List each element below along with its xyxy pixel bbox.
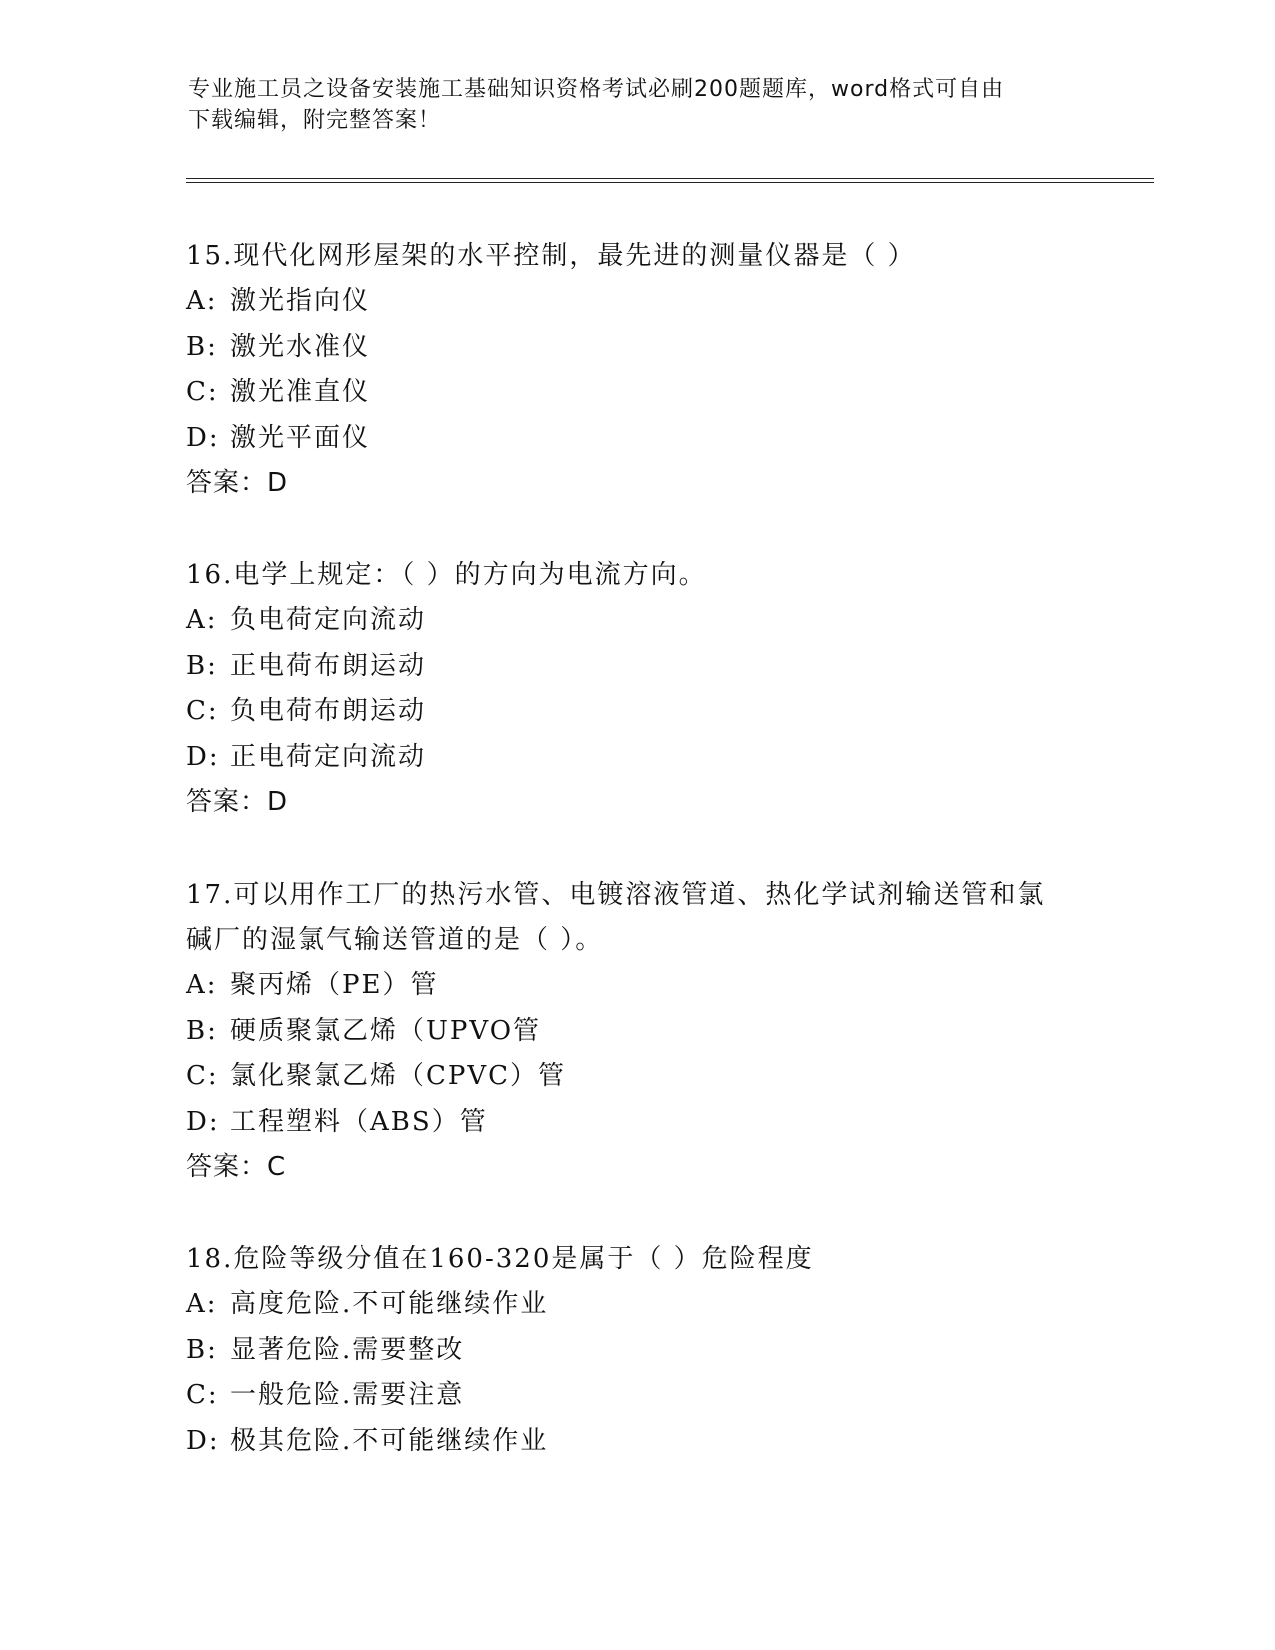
option-key: B: (186, 331, 218, 362)
option-text: 激光水准仪 (230, 331, 371, 362)
option-key: B: (186, 1015, 218, 1046)
question-stem: 15.现代化网形屋架的水平控制，最先进的测量仪器是（ ） (186, 241, 916, 271)
option-d (186, 1100, 1086, 1146)
question-stem-line-1: 17.可以用作工厂的热污水管、电镀溶液管道、热化学试剂输送管和氯 (186, 880, 1046, 910)
option-b (186, 1328, 1086, 1374)
answer-line: 答案：C (186, 1152, 287, 1182)
option-text: 显著危险.需要整改 (230, 1334, 465, 1365)
option-key: D: (186, 422, 220, 453)
option-key: C: (186, 696, 219, 726)
option-key: A: (186, 605, 218, 635)
option-b (186, 325, 1086, 371)
option-a (186, 963, 1086, 1009)
option-c (186, 1373, 1086, 1419)
option-text: 一般危险.需要注意 (230, 1380, 465, 1410)
option-key: D: (186, 1425, 220, 1456)
option-c (186, 370, 1086, 416)
option-text: 聚丙烯（PE）管 (230, 970, 439, 1000)
question-stem: 16.电学上规定：（ ）的方向为电流方向。 (186, 560, 707, 590)
option-text: 负电荷布朗运动 (230, 696, 427, 726)
option-text: 激光指向仪 (230, 286, 371, 316)
option-text: 硬质聚氯乙烯（UPVO管 (230, 1015, 542, 1046)
option-a (186, 1282, 1086, 1328)
option-text: 激光平面仪 (230, 422, 371, 453)
option-key: B: (186, 650, 218, 681)
option-d (186, 735, 1086, 781)
option-text: 负电荷定向流动 (230, 605, 427, 635)
question-17 (186, 873, 1086, 1190)
question-16 (186, 553, 1086, 825)
option-key: C: (186, 1380, 219, 1410)
question-15 (186, 234, 1086, 506)
option-a (186, 279, 1086, 325)
option-key: D: (186, 1106, 220, 1137)
option-key: C: (186, 377, 219, 407)
option-key: A: (186, 286, 218, 316)
option-d (186, 416, 1086, 462)
option-key: A: (186, 970, 218, 1000)
option-text: 氯化聚氯乙烯（CPVC）管 (230, 1061, 567, 1091)
option-text: 工程塑料（ABS）管 (230, 1106, 488, 1137)
header-divider-top (186, 178, 1154, 179)
question-18 (186, 1237, 1086, 1464)
option-text: 激光准直仪 (230, 377, 371, 407)
header-line-1: 专业施工员之设备安装施工基础知识资格考试必刷200题题库，word格式可自由 (188, 77, 1005, 102)
answer-line: 答案：D (186, 787, 289, 817)
option-key: C: (186, 1061, 219, 1091)
question-stem-line-2: 碱厂的湿氯气输送管道的是（ ）。 (186, 925, 604, 955)
option-text: 极其危险.不可能继续作业 (230, 1425, 549, 1456)
answer-line: 答案：D (186, 468, 289, 498)
document-header (188, 74, 1068, 136)
option-b (186, 1009, 1086, 1055)
option-text: 正电荷布朗运动 (230, 650, 427, 681)
option-key: A: (186, 1289, 218, 1319)
header-divider-bottom (186, 182, 1154, 183)
option-text: 正电荷定向流动 (230, 741, 427, 772)
option-b (186, 644, 1086, 690)
option-d (186, 1419, 1086, 1465)
option-a (186, 598, 1086, 644)
option-text: 高度危险.不可能继续作业 (230, 1289, 549, 1319)
header-line-2: 下载编辑，附完整答案！ (188, 108, 442, 133)
option-c (186, 689, 1086, 735)
option-key: D: (186, 741, 220, 772)
question-stem: 18.危险等级分值在160-320是属于（ ）危险程度 (186, 1244, 814, 1274)
option-key: B: (186, 1334, 218, 1365)
option-c (186, 1054, 1086, 1100)
